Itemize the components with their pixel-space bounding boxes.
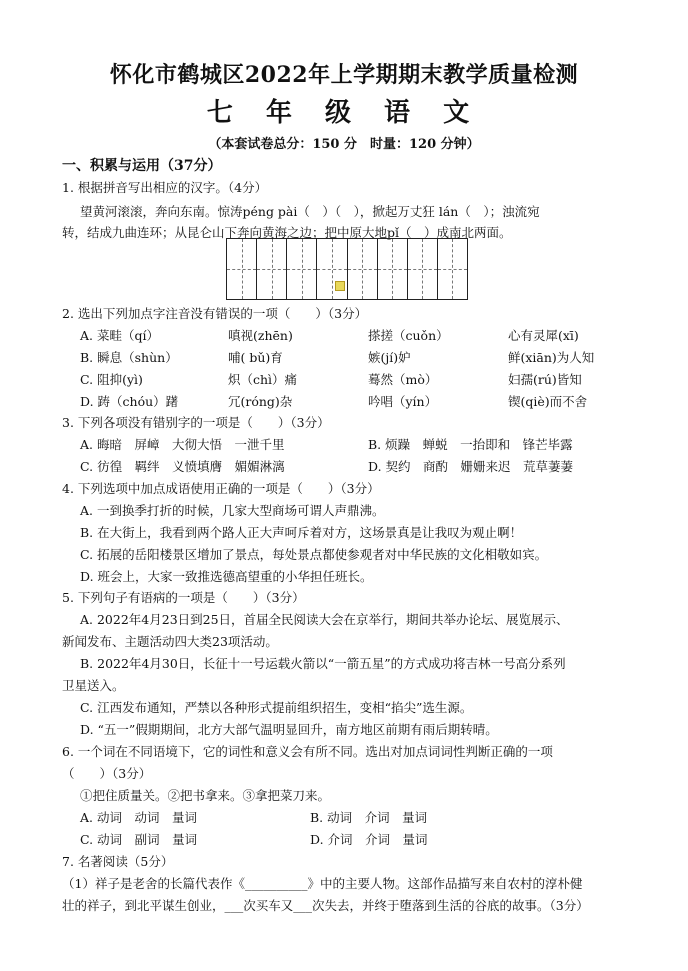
q6-stem: 6. 一个词在不同语境下，它的词性和意义会有所不同。选出对加点词词性判断正确的一项 [62, 744, 553, 759]
option: A. 2022年4月23日到25日，首届全民阅读大会在京举行，期间共举办论坛、展览展示、 [80, 612, 569, 627]
marker-icon [335, 281, 345, 291]
option: B. 瞬息（shùn） [80, 350, 178, 365]
option: 哺( bǔ)育 [228, 350, 283, 365]
option: B. 烦躁 蝉蜕 一抬即和 锋芒毕露 [368, 437, 573, 452]
option: 锲(qiè)而不舍 [508, 394, 588, 409]
option: A. 晦暗 屏嶂 大彻大悟 一泄千里 [80, 437, 285, 452]
option: C. 动词 副词 量词 [80, 832, 198, 847]
option: B. 在大街上，我看到两个路人正大声呵斥着对方，这场景真是让我叹为观止啊！ [80, 525, 523, 540]
q4-stem: 4. 下列选项中加点成语使用正确的一项是（ ）（3分） [62, 481, 380, 496]
q7-stem: 7. 名著阅读（5分） [62, 854, 174, 869]
option: 冗(róng)杂 [228, 394, 293, 409]
option: D. 班会上，大家一致推选德高望重的小华担任班长。 [80, 569, 373, 584]
q7-passage: 壮的祥子，到北平谋生创业，___次买车又___次失去，并终于堕落到生活的谷底的故事。（3分） [62, 898, 589, 913]
q3-stem: 3. 下列各项没有错别字的一项是（ ）（3分） [62, 415, 330, 430]
option: 鲜(xiān)为人知 [508, 350, 595, 365]
q1-stem: 1. 根据拼音写出相应的汉字。（4分） [62, 180, 268, 195]
option: 蓦然（mò） [368, 372, 438, 387]
q7-passage: （1）祥子是老舍的长篇代表作《__________》中的主要人物。这部作品描写来自农村的淳朴健 [62, 876, 583, 891]
option: 心有灵犀(xī) [508, 328, 579, 343]
option: 嗔视(zhēn) [228, 328, 293, 343]
q6-stem: （ ）（3分） [62, 766, 152, 781]
q2-stem: 2. 选出下列加点字注音没有错误的一项（ ）（3分） [62, 306, 368, 321]
exam-title: 怀化市鹤城区2022年上学期期末教学质量检测 [109, 62, 579, 88]
answer-grid[interactable] [226, 238, 468, 300]
exam-info: （本套试卷总分：150 分 时量：120 分钟） [208, 137, 480, 152]
option: D. 介词 介词 量词 [310, 832, 428, 847]
option: D. “五一”假期期间，北方大部气温明显回升，南方地区前期有雨后期转晴。 [80, 722, 498, 737]
subject-title: 七 年 级 语 文 [206, 98, 482, 128]
option: 吟唱（yín） [368, 394, 438, 409]
q1-passage: 望黄河滚滚，奔向东南。惊涛péng pài（ ）（ ），掀起万丈狂 lán（ ）；浊流宛 [80, 204, 540, 219]
option: D. 契约 商酌 姗姗来迟 荒草萋萋 [368, 459, 574, 474]
option: A. 菜畦（qí） [80, 328, 159, 343]
option: C. 彷徨 羁绊 义愤填膺 媚媚淋漓 [80, 459, 285, 474]
option: 新闻发布、主题活动四大类23项活动。 [62, 634, 278, 649]
option: C. 阻抑(yì) [80, 372, 143, 387]
option: 嫉(jí)妒 [368, 350, 411, 365]
option: D. 踌（chóu）躇 [80, 394, 179, 409]
q5-stem: 5. 下列句子有语病的一项是（ ）（3分） [62, 590, 305, 605]
option: A. 一到换季打折的时候，几家大型商场可谓人声鼎沸。 [80, 503, 385, 518]
option: 搽搓（cuǒn） [368, 328, 449, 343]
option: A. 动词 动词 量词 [80, 810, 197, 825]
option: C. 拓展的岳阳楼景区增加了景点，每处景点都使参观者对中华民族的文化相敬如宾。 [80, 547, 548, 562]
q1-passage: 转，结成九曲连环；从昆仑山下奔向黄海之边；把中原大地pǐ（ ）成南北两面。 [62, 225, 512, 240]
option: C. 江西发布通知，严禁以各种形式提前组织招生，变相“掐尖”选生源。 [80, 700, 473, 715]
option: B. 2022年4月30日，长征十一号运载火箭以“一箭五星”的方式成功将吉林一号高分系列 [80, 656, 566, 671]
section-heading: 一、积累与运用（37分） [62, 158, 222, 174]
option: B. 动词 介词 量词 [310, 810, 428, 825]
option: 卫星送入。 [62, 678, 125, 693]
q6-sentences: ①把住质量关。②把书拿来。③拿把菜刀来。 [80, 788, 331, 803]
option: 妇孺(rú)皆知 [508, 372, 582, 387]
option: 炽（chì）痛 [228, 372, 298, 387]
